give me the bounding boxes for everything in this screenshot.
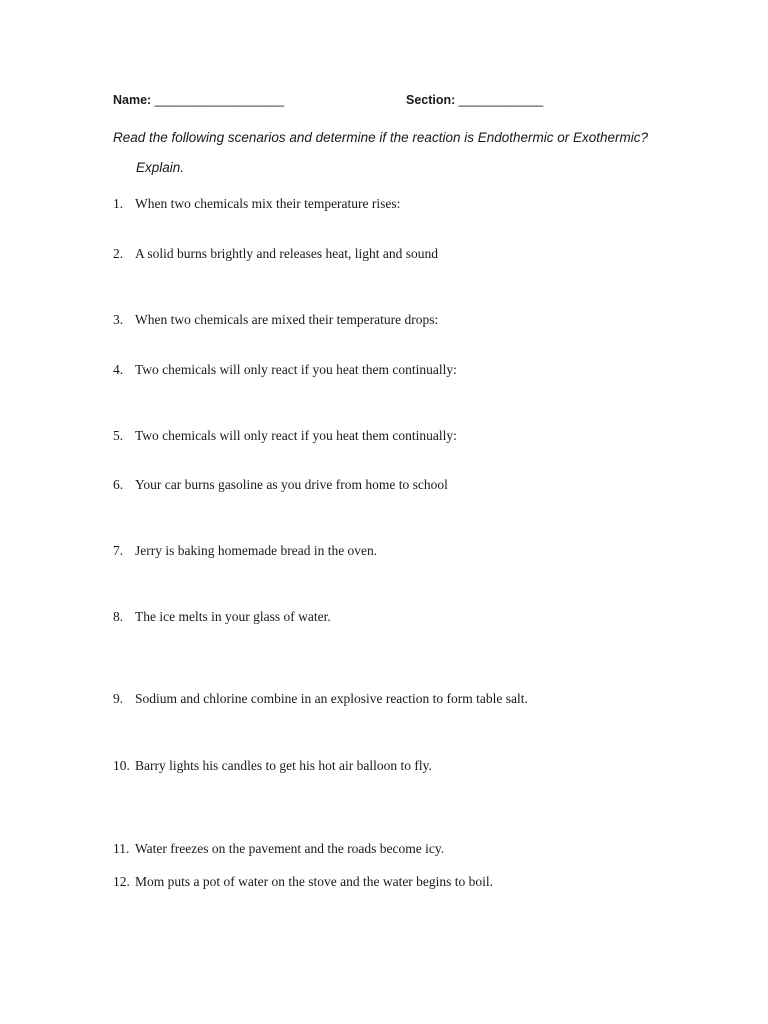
name-field-line (113, 93, 284, 107)
section-field-line (406, 93, 543, 107)
question-text: Two chemicals will only react if you heat them continually: (135, 428, 457, 443)
question-7: 7. Jerry is baking homemade bread in the oven. (113, 543, 378, 558)
instructions-line-1: Read the following scenarios and determine if the reaction is Endothermic or Exothermic? (113, 130, 649, 145)
question-10: 10. Barry lights his candles to get his hot air balloon to fly. (113, 758, 432, 773)
section-label: Section: (406, 93, 456, 107)
question-4: 4. Two chemicals will only react if you heat them continually: (113, 362, 457, 377)
instructions-line-2: Explain. (136, 160, 185, 175)
question-11: 11. Water freezes on the pavement and the roads become icy. (113, 841, 445, 856)
question-text: Mom puts a pot of water on the stove and the water begins to boil. (135, 874, 494, 889)
question-text: Jerry is baking homemade bread in the oven. (135, 543, 378, 558)
question-text: The ice melts in your glass of water. (135, 609, 331, 624)
question-3: 3. When two chemicals are mixed their temperature drops: (113, 312, 439, 327)
question-1: 1. When two chemicals mix their temperature rises: (113, 196, 401, 211)
question-5: 5. Two chemicals will only react if you heat them continually: (113, 428, 457, 443)
question-text: When two chemicals mix their temperature rises: (135, 196, 401, 211)
name-blank: ____________________ (154, 93, 284, 107)
question-text: When two chemicals are mixed their temperature drops: (135, 312, 439, 327)
question-9: 9. Sodium and chlorine combine in an explosive reaction to form table salt. (113, 691, 528, 706)
question-text: Sodium and chlorine combine in an explosive reaction to form table salt. (135, 691, 528, 706)
question-text: Two chemicals will only react if you heat them continually: (135, 362, 457, 377)
name-label: Name: (113, 93, 152, 107)
question-6: 6. Your car burns gasoline as you drive from home to school (113, 477, 448, 492)
question-text: A solid burns brightly and releases heat, light and sound (135, 246, 438, 261)
question-12: 12. Mom puts a pot of water on the stove and the water begins to boil. (113, 874, 494, 889)
question-text: Water freezes on the pavement and the roads become icy. (135, 841, 445, 856)
section-blank: _____________ (458, 93, 543, 107)
question-text: Your car burns gasoline as you drive from home to school (135, 477, 448, 492)
question-8: 8. The ice melts in your glass of water. (113, 609, 331, 624)
question-text: Barry lights his candles to get his hot air balloon to fly. (135, 758, 432, 773)
question-2: 2. A solid burns brightly and releases heat, light and sound (113, 246, 438, 261)
